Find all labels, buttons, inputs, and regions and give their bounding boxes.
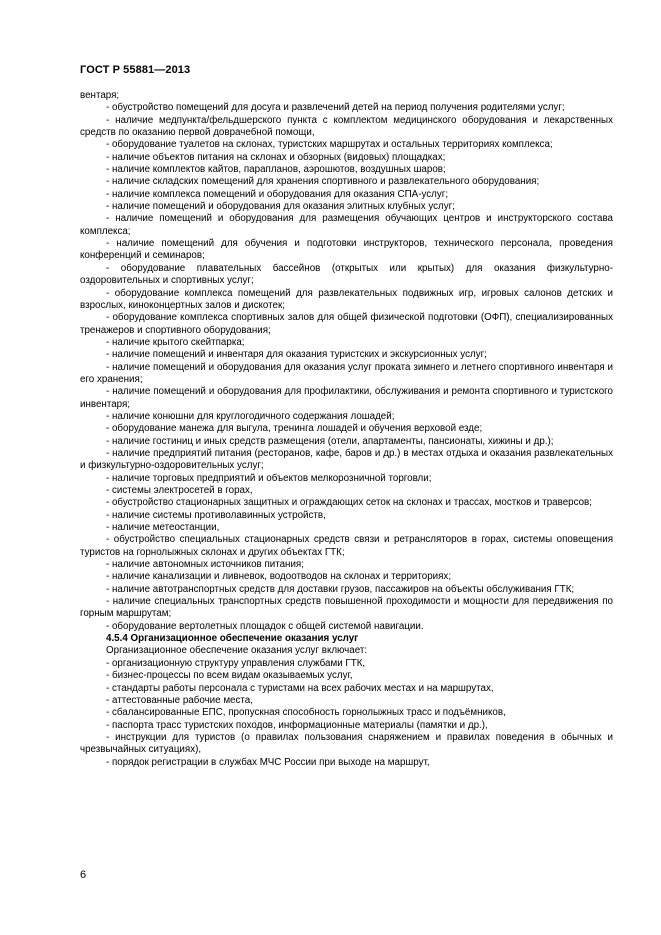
paragraph: - наличие конюшни для круглогодичного содержания лошадей; [106, 410, 395, 422]
paragraph: вентаря; [80, 90, 120, 101]
paragraph: - обустройство помещений для досуга и развлечений детей на период получения родителями услуг; [106, 102, 565, 114]
paragraph: - наличие канализации и ливневок, водоотводов на склонах и территориях; [106, 571, 452, 583]
paragraph: - наличие комплекса помещений и оборудования для оказания СПА-услуг; [106, 188, 449, 200]
paragraph: - оборудование комплекса помещений для развлекательных подвижных игр, игровых салонов детских и взрослых, киноконцертных залов и дискотек; [80, 287, 613, 311]
paragraph: - наличие торговых предприятий и объектов мелкорозничной торговли; [106, 472, 432, 484]
paragraph: - наличие автономных источников питания; [106, 559, 304, 571]
paragraph: - паспорта трасс туристских походов, информационные материалы (памятки и др.), [106, 719, 488, 731]
paragraph: - организационную структуру управления службами ГТК, [106, 657, 366, 669]
paragraph: - системы электросетей в горах, [106, 485, 253, 496]
paragraph: - наличие метеостанции, [106, 522, 220, 534]
document-header: ГОСТ Р 55881—2013 [80, 64, 191, 76]
paragraph: - наличие помещений и оборудования для профилактики, обслуживания и ремонта спортивного и туристского инвентаря; [80, 386, 613, 410]
paragraph: - порядок регистрации в службах МЧС России при выходе на маршрут, [106, 756, 430, 768]
paragraph: - оборудование вертолетных площадок с общей системой навигации. [106, 620, 424, 632]
paragraph: - наличие помещений и оборудования для оказания услуг проката зимнего и летнего спортивного инвентаря и его хранения; [80, 361, 613, 385]
page-number: 6 [80, 869, 87, 881]
paragraph: - наличие специальных транспортных средств повышенной проходимости и мощности для передвижения по горным маршрутам; [80, 596, 613, 620]
paragraph: - оборудование туалетов на склонах, туристских маршрутах и остальных территориях комплекса; [106, 139, 553, 151]
paragraph: - оборудование комплекса спортивных залов для общей физической подготовки (ОФП), специализированных тренажеров и спортивного оборудования; [80, 312, 613, 336]
paragraph: - наличие складских помещений для хранения спортивного и развлекательного оборудования; [106, 176, 540, 188]
paragraph: - наличие автотранспортных средств для доставки грузов, пассажиров на объекты обслуживания ГТК; [106, 583, 575, 595]
paragraph: - сбалансированные ЕПС, пропускная способность горнолыжных трасс и подъёмников, [106, 707, 506, 719]
paragraph: - аттестованные рабочие места, [106, 694, 253, 706]
paragraph: - наличие помещений и инвентаря для оказания туристских и экскурсионных услуг; [106, 349, 487, 361]
paragraph: - наличие медпункта/фельдшерского пункта с комплектом медицинского оборудования и лекарственных средств по оказанию первой доврачебной помощи, [80, 114, 613, 139]
paragraph: - наличие объектов питания на склонах и обзорных (видовых) площадках; [106, 151, 446, 163]
section-heading: 4.5.4 Организационное обеспечение оказания услуг [106, 633, 359, 645]
paragraph: - наличие гостиниц и иных средств размещения (отели, апартаменты, пансионаты, хижины и др.); [106, 435, 554, 447]
paragraph: - наличие системы противолавинных устройств, [106, 509, 326, 521]
paragraph: - наличие предприятий питания (ресторанов, кафе, баров и др.) в местах отдыха и оказания развлекательных и физкультурно-оздоровительных услуг; [80, 447, 613, 472]
paragraph: - бизнес-процессы по всем видам оказываемых услуг, [106, 670, 353, 682]
paragraph: - стандарты работы персонала с туристами на всех рабочих местах и на маршрутах, [106, 682, 494, 694]
paragraph: - инструкции для туристов (о правилах пользования снаряжением и правилах поведения в обычных и чрезвычайных ситуациях), [80, 731, 613, 756]
document-body [80, 90, 613, 769]
paragraph: - наличие крытого скейтпарка; [106, 336, 245, 348]
paragraph: - обустройство стационарных защитных и ограждающих сеток на склонах и трассах, мостков и траверсов; [106, 497, 592, 509]
paragraph: - наличие комплектов кайтов, парапланов, аэрошютов, воздушных шаров; [106, 164, 446, 176]
paragraph: - оборудование плавательных бассейнов (открытых или крытых) для оказания физкультурно-оздоровительных и спортивных услуг; [80, 262, 613, 287]
paragraph: Организационное обеспечение оказания услуг включает: [106, 645, 368, 657]
paragraph: - наличие помещений для обучения и подготовки инструкторов, технического персонала, проведения конференций и семинаров; [80, 238, 613, 262]
paragraph: - наличие помещений и оборудования для оказания элитных клубных услуг; [106, 201, 455, 213]
paragraph: - оборудование манежа для выгула, тренинга лошадей и обучения верховой езде; [106, 423, 483, 435]
paragraph: - обустройство специальных стационарных средств связи и ретрансляторов в горах, системы оповещения туристов на горнолыжных склонах и других объектах ГТК; [80, 534, 613, 558]
paragraph: - наличие помещений и оборудования для размещения обучающих центров и инструкторского состава комплекса; [80, 213, 613, 237]
